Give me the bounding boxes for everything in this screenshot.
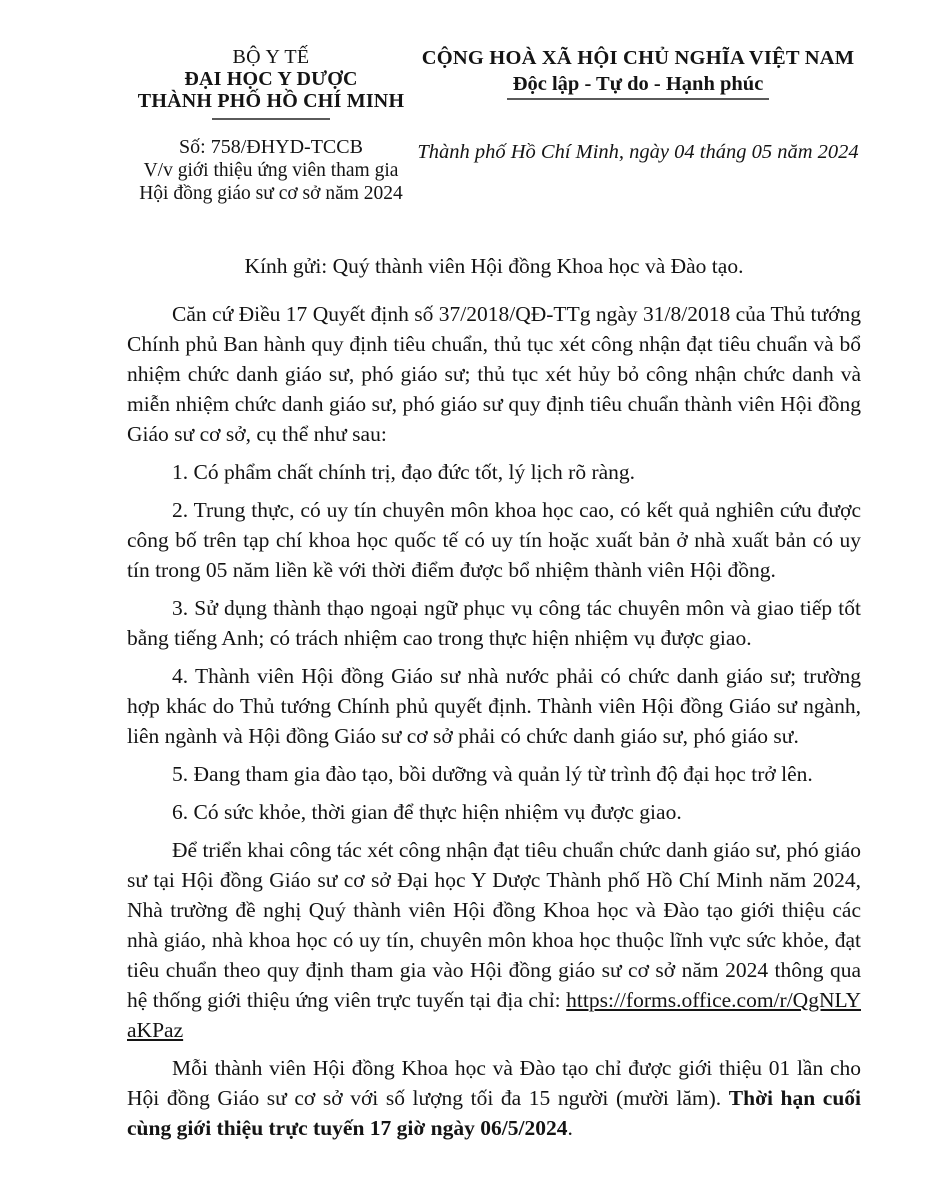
deadline-text: Thời hạn cuối cùng giới thiệu trực tuyến 17 giờ ngày 06/5/2024 (127, 1086, 862, 1140)
university-name-line1: ĐẠI HỌC Y DƯỢC (184, 68, 358, 90)
request-text: Để triển khai công tác xét công nhận đạt tiêu chuẩn chức danh giáo sư, phó giáo sư tại Hội đồng Giáo sư cơ sở Đại học Y Dược Thành phố Hồ Chí Minh năm 2024, Nhà trường đề nghị Quý thành viên Hội đồng Khoa học và Đào tạo giới thiệu các nhà giáo, nhà khoa học có uy tín, chuyên môn khoa học thuộc lĩnh vực sức khỏe, đạt tiêu chuẩn theo quy định tham gia vào Hội đồng giáo sư cơ sở năm 2024 thông qua hệ thống giới thiệu ứng viên trực tuyến tại địa chỉ: (127, 838, 861, 1012)
national-motto-wrap (415, 70, 861, 100)
candidate-form-link[interactable]: https://forms.office.com/r/QgNLYaKPaz (127, 988, 861, 1042)
criterion-item-4: 4. Thành viên Hội đồng Giáo sư nhà nước phải có chức danh giáo sư; trường hợp khác do Thủ tướng Chính phủ quyết định. Thành viên Hội đồng Giáo sư ngành, liên ngành và Hội đồng Giáo sư cơ sở phải có chức danh giáo sư, phó giáo sư. (127, 664, 861, 748)
subject-line-1: V/v giới thiệu ứng viên tham gia (143, 160, 399, 181)
paragraph-request (127, 835, 861, 1045)
place-and-date: Thành phố Hồ Chí Minh, ngày 04 tháng 05 năm 2024 (417, 141, 859, 163)
national-title: CỘNG HOÀ XÃ HỘI CHỦ NGHĨA VIỆT NAM (421, 47, 855, 69)
criterion-item-3: 3. Sử dụng thành thạo ngoại ngữ phục vụ công tác chuyên môn và giao tiếp tốt bằng tiếng Anh; có trách nhiệm cao trong thực hiện nhiệm vụ được giao. (127, 596, 861, 650)
ministry-name: BỘ Y TẾ (232, 46, 310, 68)
letter-body (127, 299, 861, 1143)
note-text: Mỗi thành viên Hội đồng Khoa học và Đào tạo chỉ được giới thiệu 01 lần cho Hội đồng Giáo sư cơ sở với số lượng tối đa 15 người (mười lăm). (127, 1056, 861, 1110)
paragraph-note-deadline (127, 1053, 861, 1143)
criterion-item-2: 2. Trung thực, có uy tín chuyên môn khoa học cao, có kết quả nghiên cứu được công bố trên tạp chí khoa học quốc tế có uy tín hoặc xuất bản ở nhà xuất bản có uy tín trong 05 năm liền kề với thời điểm được bổ nhiệm thành viên Hội đồng. (127, 498, 861, 582)
salutation: Kính gửi: Quý thành viên Hội đồng Khoa học và Đào tạo. (244, 254, 744, 278)
national-block (415, 46, 861, 205)
national-motto: Độc lập - Tự do - Hạnh phúc (507, 72, 770, 100)
issuer-divider-rule (212, 118, 330, 120)
criterion-item-6: 6. Có sức khỏe, thời gian để thực hiện nhiệm vụ được giao. (172, 800, 682, 824)
document-number: Số: 758/ĐHYD-TCCB (179, 136, 363, 158)
paragraph-legal-basis: Căn cứ Điều 17 Quyết định số 37/2018/QĐ-TTg ngày 31/8/2018 của Thủ tướng Chính phủ Ban hành quy định tiêu chuẩn, thủ tục xét công nhận đạt tiêu chuẩn và bổ nhiệm chức danh giáo sư, phó giáo sư; thủ tục xét hủy bỏ công nhận chức danh và miễn nhiệm chức danh giáo sư, phó giáo sư quy định tiêu chuẩn thành viên Hội đồng Giáo sư cơ sở, cụ thể như sau: (127, 302, 861, 446)
subject-line-2: Hội đồng giáo sư cơ sở năm 2024 (139, 183, 403, 204)
university-name-line2: THÀNH PHỐ HỒ CHÍ MINH (137, 90, 405, 112)
issuer-block (127, 46, 415, 205)
deadline-period: . (567, 1116, 573, 1140)
criterion-item-1: 1. Có phẩm chất chính trị, đạo đức tốt, lý lịch rõ ràng. (172, 460, 636, 484)
criterion-item-5: 5. Đang tham gia đào tạo, bồi dưỡng và quản lý từ trình độ đại học trở lên. (172, 762, 813, 786)
letter-header (127, 46, 861, 205)
